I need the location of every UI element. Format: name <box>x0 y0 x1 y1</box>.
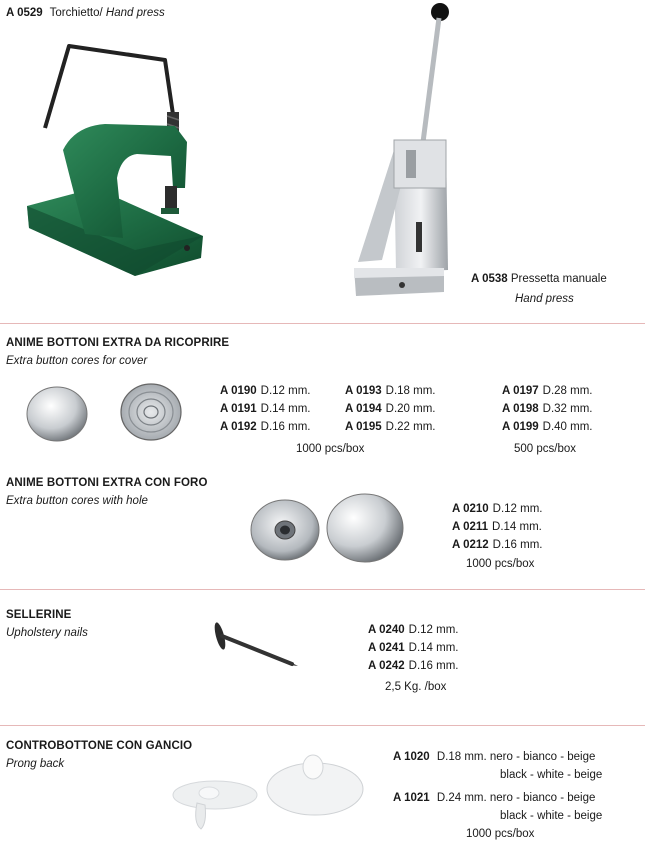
packaging-info: 2,5 Kg. /box <box>385 681 447 693</box>
product-desc-it: D.18 mm. nero - bianco - beige <box>436 751 596 763</box>
list-item: A 0198 D.32 mm. <box>502 403 593 415</box>
packaging-info: 1000 pcs/box <box>466 828 535 840</box>
button-core-back-image <box>115 380 187 444</box>
product-desc-it: D.24 mm. nero - bianco - beige <box>436 792 596 804</box>
silver-hand-press-image <box>350 0 460 305</box>
list-item: A 0193 D.18 mm. <box>345 385 436 397</box>
product-code: A 1021 <box>393 792 430 804</box>
section-divider <box>0 323 645 324</box>
sizes-list <box>452 500 543 554</box>
list-item: A 0212 D.16 mm. <box>452 539 543 551</box>
product-name: Torchietto/ <box>49 7 103 19</box>
prong-back-image <box>135 745 385 840</box>
section-subtitle: Upholstery nails <box>6 627 88 639</box>
list-item: A 0191 D.14 mm. <box>220 403 311 415</box>
product-code: A 0538 <box>471 273 508 285</box>
list-item: A 0192 D.16 mm. <box>220 421 311 433</box>
sizes-column-3 <box>502 382 593 436</box>
section-subtitle: Extra button cores for cover <box>6 355 148 367</box>
section-subtitle: Extra button cores with hole <box>6 495 148 507</box>
packaging-info: 1000 pcs/box <box>296 443 365 455</box>
list-item: A 0194 D.20 mm. <box>345 403 436 415</box>
product-desc-en: black - white - beige <box>500 810 603 822</box>
list-item: A 0211 D.14 mm. <box>452 521 542 533</box>
list-item: A 0197 D.28 mm. <box>502 385 593 397</box>
sizes-column-1 <box>220 382 311 436</box>
product-title-a0529 <box>6 4 165 22</box>
sizes-column-2 <box>345 382 436 436</box>
section-divider <box>0 725 645 726</box>
upholstery-nail-image <box>210 618 300 668</box>
section-title: ANIME BOTTONI EXTRA CON FORO <box>6 477 208 489</box>
packaging-info: 500 pcs/box <box>514 443 577 455</box>
section-title: CONTROBOTTONE CON GANCIO <box>6 740 193 752</box>
list-item: A 0195 D.22 mm. <box>345 421 436 433</box>
prong-back-item-1 <box>393 748 602 784</box>
section-divider <box>0 589 645 590</box>
list-item: A 0199 D.40 mm. <box>502 421 593 433</box>
green-hand-press-image <box>25 38 210 283</box>
product-code: A 0529 <box>6 7 43 19</box>
section-subtitle: Prong back <box>6 758 65 770</box>
list-item: A 0242 D.16 mm. <box>368 660 459 672</box>
sizes-list <box>368 621 459 675</box>
list-item: A 0210 D.12 mm. <box>452 503 543 515</box>
prong-back-item-2 <box>393 789 602 825</box>
packaging-info: 1000 pcs/box <box>466 558 535 570</box>
section-title: ANIME BOTTONI EXTRA DA RICOPRIRE <box>6 337 230 349</box>
button-core-front-image <box>22 382 92 444</box>
section-title: SELLERINE <box>6 609 72 621</box>
product-name-en: Hand press <box>515 293 574 305</box>
product-name-en: Hand press <box>105 7 165 19</box>
product-desc-en: black - white - beige <box>500 769 603 781</box>
product-name: Pressetta manuale <box>510 273 607 285</box>
list-item: A 0240 D.12 mm. <box>368 624 459 636</box>
product-code-a0538 <box>471 270 607 288</box>
button-core-with-hole-image <box>245 490 415 570</box>
product-code: A 1020 <box>393 751 430 763</box>
list-item: A 0190 D.12 mm. <box>220 385 311 397</box>
list-item: A 0241 D.14 mm. <box>368 642 459 654</box>
